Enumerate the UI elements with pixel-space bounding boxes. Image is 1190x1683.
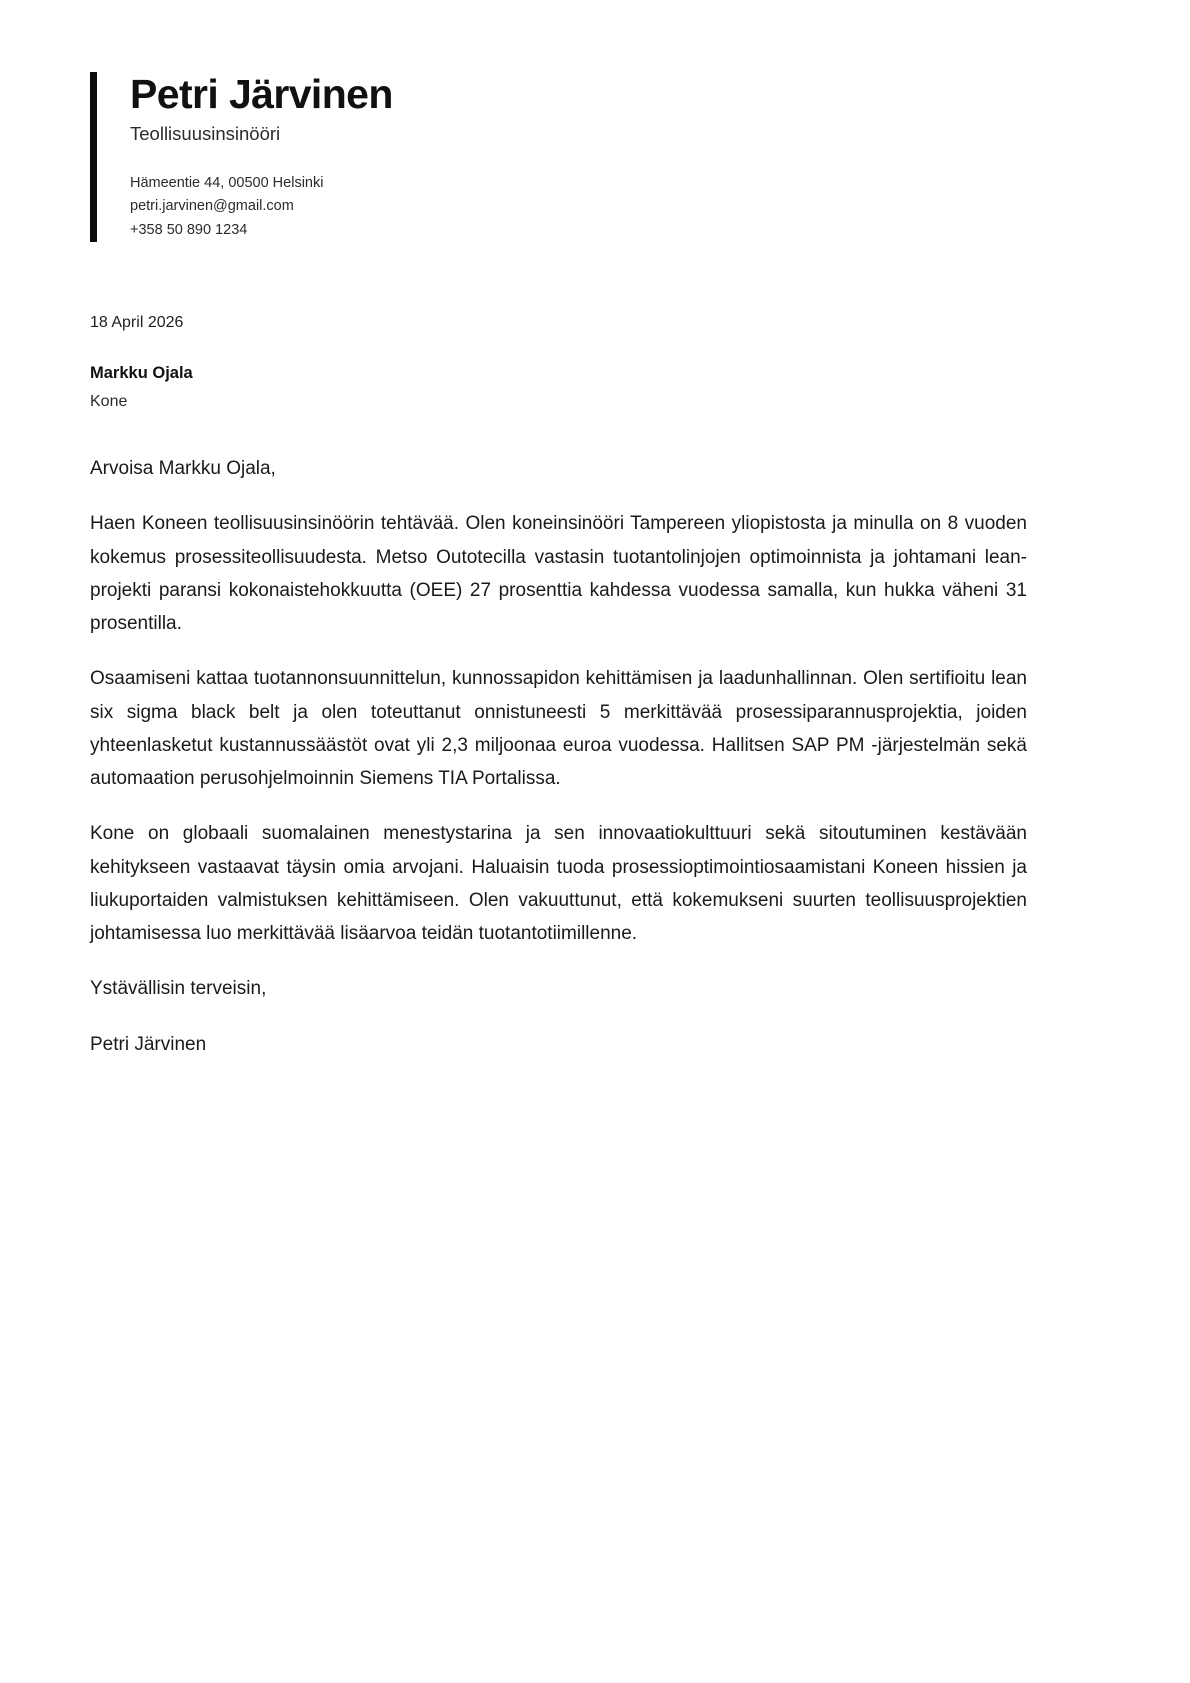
job-title: Teollisuusinsinööri	[130, 122, 281, 144]
contact-address: Hämeentie 44, 00500 Helsinki	[130, 174, 324, 191]
body-paragraph-2: Osaamiseni kattaa tuotannonsuunnittelun, kunnossapidon kehittämisen ja laadunhallinnan. Olen sertifioitu lean six sigma black belt ja olen toteuttanut onnistuneesti 5 merkittävää prosessiparannusprojektia, joiden yhteenlasketut kustannussäästöt ovat yli 2,3 miljoonaa euroa vuodessa. Hallitsen SAP PM -järjestelmän sekä automaation perusohjelmoinnin Siemens TIA Portalissa.	[90, 668, 1027, 789]
recipient-name: Markku Ojala	[90, 364, 193, 383]
letterhead	[90, 72, 1100, 242]
salutation: Arvoisa Markku Ojala,	[90, 458, 276, 479]
closing-line: Ystävällisin terveisin,	[90, 978, 267, 1000]
accent-bar	[90, 72, 97, 242]
letter-body	[90, 452, 1027, 1061]
contact-email[interactable]: petri.jarvinen@gmail.com	[130, 198, 294, 215]
recipient-organization: Kone	[90, 393, 128, 411]
body-paragraph-3: Kone on globaali suomalainen menestystarina ja sen innovaatiokulttuuri sekä sitoutuminen kestävään kehitykseen vastaavat täysin omia arvojani. Haluaisin tuoda prosessioptimointiosaamistani Koneen hissien ja liukuportaiden valmistuksen kehittämiseen. Olen vakuuttunut, että kokemukseni suurten teollisuusprojektien johtamisessa luo merkittävää lisäarvoa teidän tuotantotiimillenne.	[90, 823, 1027, 944]
contact-phone[interactable]: +358 50 890 1234	[130, 221, 248, 238]
letter-meta	[90, 312, 1030, 414]
page-title: Petri Järvinen	[130, 71, 393, 117]
body-paragraph-1: Haen Koneen teollisuusinsinöörin tehtävää. Olen koneinsinööri Tampereen yliopistosta ja minulla on 8 vuoden kokemus prosessiteollisuudesta. Metso Outotecilla vastasin tuotantolinjojen optimoinnista ja johtamani lean-projekti paransi kokonaistehokkuutta (OEE) 27 prosenttia kahdessa vuodessa samalla, kun hukka väheni 31 prosentilla.	[90, 513, 1027, 634]
signature-name: Petri Järvinen	[90, 1033, 207, 1055]
letter-date: 18 April 2026	[90, 314, 184, 331]
letterhead-content	[97, 72, 1100, 242]
